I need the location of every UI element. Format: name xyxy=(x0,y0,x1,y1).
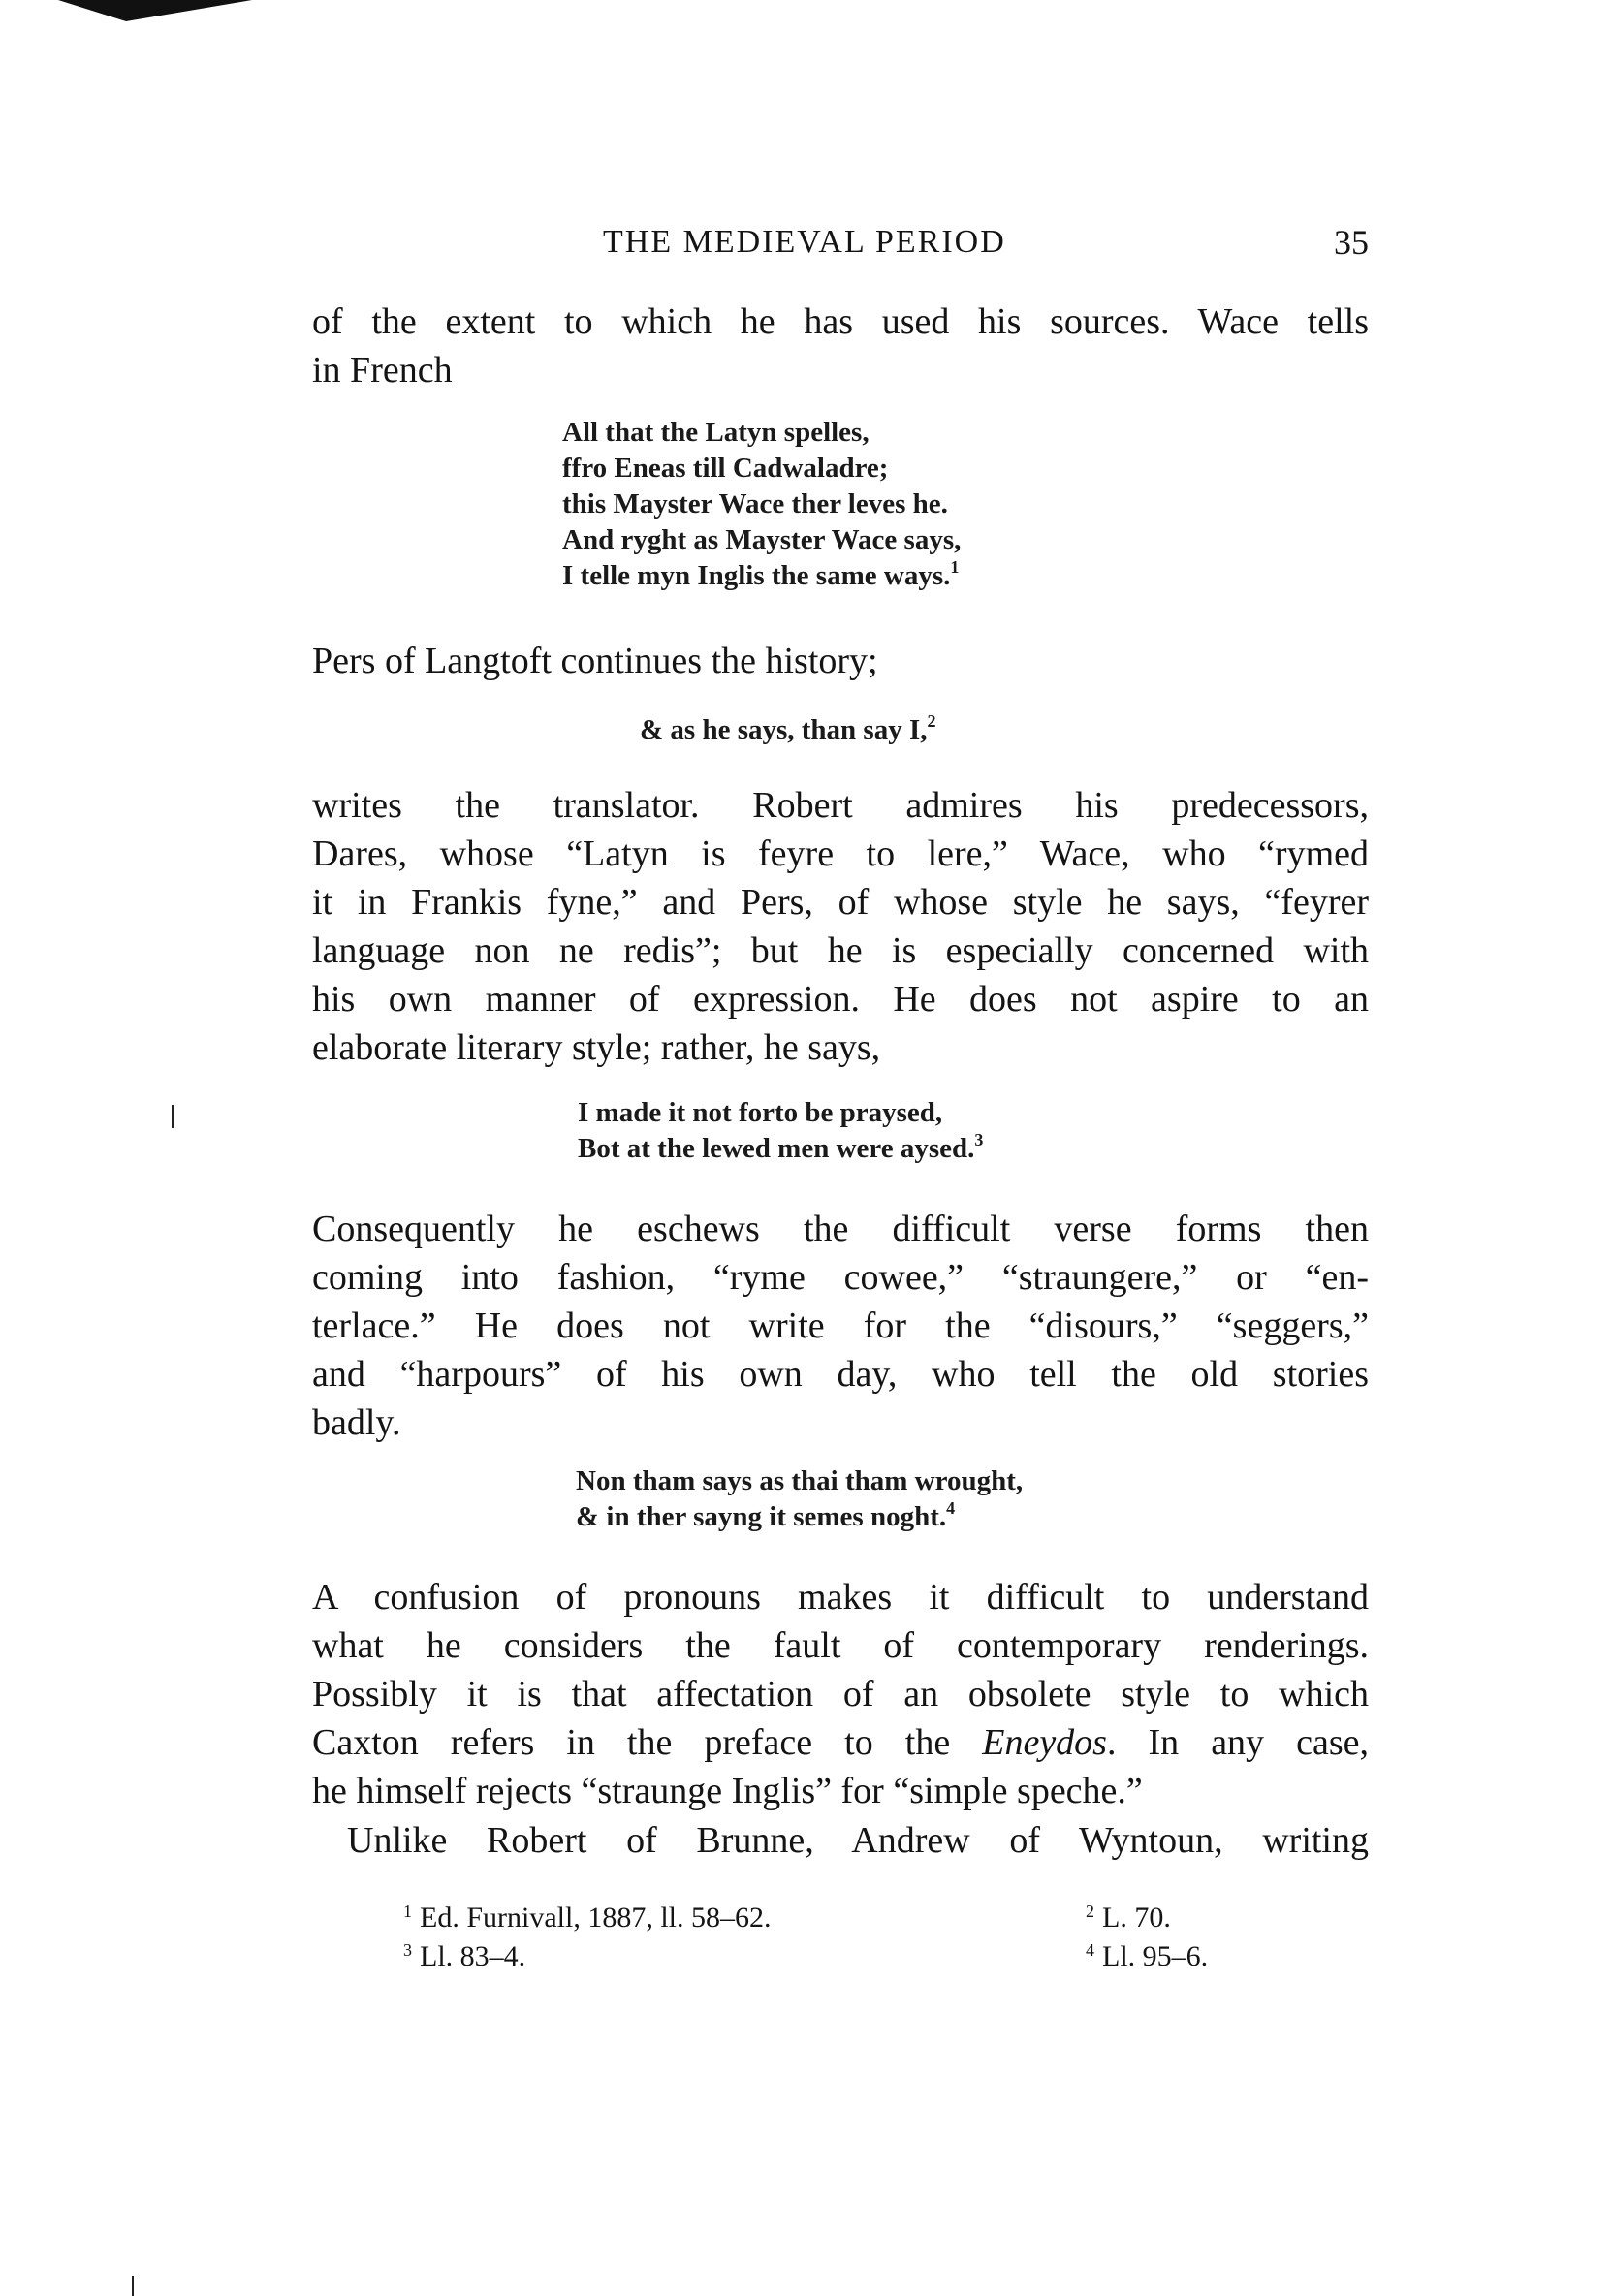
footnote-text: Ll. 83–4. xyxy=(420,1940,526,1972)
margin-mark xyxy=(132,2276,134,2296)
paragraph-2 xyxy=(312,637,1369,685)
footnote-text: Ll. 95–6. xyxy=(1102,1940,1209,1972)
paragraph-line: in French xyxy=(312,350,453,391)
italic-title: Eneydos xyxy=(982,1722,1107,1763)
footnote-number: 4 xyxy=(1086,1940,1094,1960)
paragraph-line: his own manner of expression. He does not aspire to an xyxy=(312,979,1369,1020)
paragraph-line: badly. xyxy=(312,1402,401,1443)
paragraph-line: Consequently he eschews the difficult verse forms then xyxy=(312,1209,1369,1249)
verse-quote-4 xyxy=(576,1463,1023,1535)
verse-quote-3 xyxy=(578,1095,983,1167)
margin-mark xyxy=(172,1105,174,1128)
verse-line: All that the Latyn spelles, xyxy=(562,417,870,448)
footnote-number: 3 xyxy=(403,1940,412,1960)
paragraph-line: language non ne redis”; but he is especially concerned with xyxy=(312,930,1369,971)
paragraph-3 xyxy=(312,781,1369,1072)
verse-line: & in ther sayng it semes noght.$^4$ xyxy=(576,1498,956,1532)
footnote-4 xyxy=(1086,1938,1208,1975)
paragraph-line: what he considers the fault of contemporary renderings. xyxy=(312,1625,1369,1666)
verse-quote-2 xyxy=(640,712,936,748)
footnote-number: 2 xyxy=(1086,1902,1094,1921)
paragraph-5 xyxy=(312,1573,1369,1815)
footnote-1 xyxy=(403,1900,772,1936)
footnote-3 xyxy=(403,1938,525,1975)
paragraph-line: A confusion of pronouns makes it difficult to understand xyxy=(312,1577,1369,1618)
paragraph-4 xyxy=(312,1205,1369,1447)
footnote-text: Ed. Furnivall, 1887, ll. 58–62. xyxy=(420,1902,772,1934)
footnote-text: L. 70. xyxy=(1102,1902,1171,1934)
paragraph-line: elaborate literary style; rather, he says, xyxy=(312,1027,881,1068)
footnote-ref: 1 xyxy=(950,557,960,577)
page-number: 35 xyxy=(1334,223,1369,262)
verse-line: And ryght as Mayster Wace says, xyxy=(562,524,962,555)
paragraph-line: it in Frankis fyne,” and Pers, of whose style he says, “feyrer xyxy=(312,882,1369,923)
verse-quote-1 xyxy=(562,415,961,594)
verse-line: this Mayster Wace ther leves he. xyxy=(562,488,948,519)
paragraph-line: Dares, whose “Latyn is feyre to lere,” Wace, who “rymed xyxy=(312,833,1369,874)
verse-line: I telle myn Inglis the same ways.$^1$ xyxy=(562,557,960,591)
paragraph-line: and “harpours” of his own day, who tell the old stories xyxy=(312,1354,1369,1395)
paragraph-line: coming into fashion, “ryme cowee,” “straungere,” or “en- xyxy=(312,1257,1369,1298)
footnote-2 xyxy=(1086,1900,1171,1936)
footnote-number: 1 xyxy=(403,1902,412,1921)
paragraph-6 xyxy=(347,1816,1369,1865)
paragraph-line: of the extent to which he has used his sources. Wace tells xyxy=(312,301,1369,342)
paragraph-line: Unlike Robert of Brunne, Andrew of Wyntoun, writing xyxy=(347,1820,1369,1861)
footnote-ref: 2 xyxy=(927,711,936,731)
paragraph-line: Pers of Langtoft continues the history; xyxy=(312,641,878,681)
paragraph-line: writes the translator. Robert admires his predecessors, xyxy=(312,785,1369,826)
verse-line: I made it not forto be praysed, xyxy=(578,1097,943,1128)
verse-line: Bot at the lewed men were aysed.$^3$ xyxy=(578,1130,984,1164)
verse-line: Non tham says as thai tham wrought, xyxy=(576,1465,1024,1496)
footnote-ref: 4 xyxy=(946,1498,956,1518)
paragraph-line: Caxton refers in the preface to the Eneydos. In any case, xyxy=(312,1722,1369,1763)
paragraph-line: terlace.” He does not write for the “disours,” “seggers,” xyxy=(312,1305,1369,1346)
paragraph-line: Possibly it is that affectation of an obsolete style to which xyxy=(312,1674,1369,1714)
scan-corner-mark xyxy=(0,0,252,39)
footnote-ref: 3 xyxy=(974,1130,984,1149)
paragraph-1 xyxy=(312,298,1369,394)
paragraph-line: he himself rejects “straunge Inglis” for “simple speche.” xyxy=(312,1771,1143,1811)
page-header xyxy=(312,218,1369,267)
verse-line: ffro Eneas till Cadwaladre; xyxy=(562,453,889,484)
running-title: THE MEDIEVAL PERIOD xyxy=(603,224,1006,260)
verse-line: & as he says, than say I,$^2$ xyxy=(640,711,936,745)
